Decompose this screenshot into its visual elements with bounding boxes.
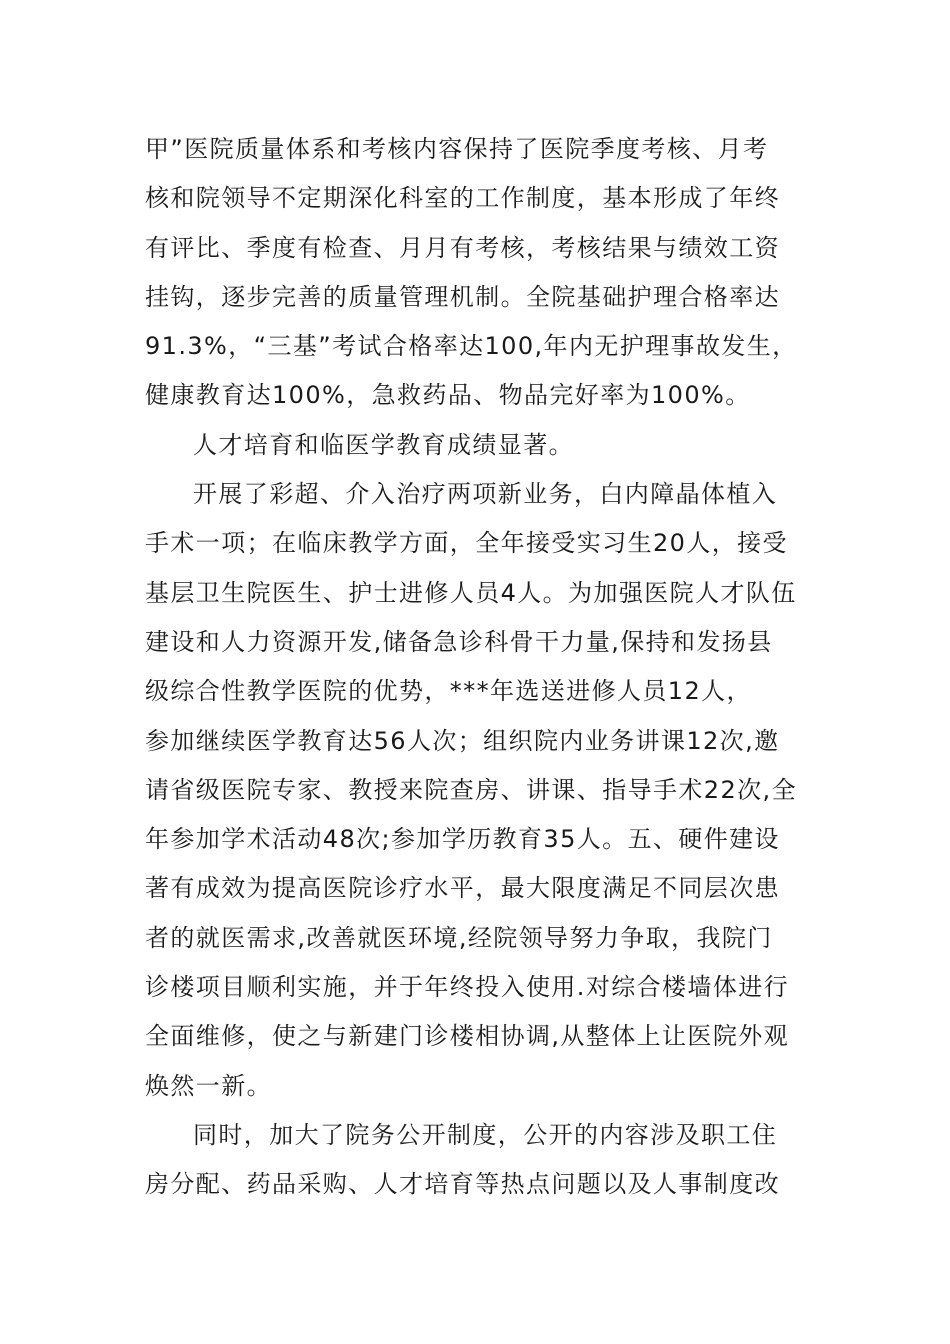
text-line: 手术一项；在临床教学方面，全年接受实习生20人，接受 <box>145 529 788 558</box>
text-line: 焕然一新。 <box>145 1071 272 1100</box>
text-line: 甲”医院质量体系和考核内容保持了医院季度考核、月考 <box>145 135 769 163</box>
text-line: 请省级医院专家、教授来院查房、讲课、指导手术22次,全 <box>145 775 797 804</box>
text-line: 诊楼项目顺利实施，并于年终投入使用.对综合楼墙体进行 <box>145 973 790 1002</box>
text-line: 房分配、药品采购、人才培育等热点问题以及人事制度改 <box>145 1170 780 1199</box>
text-line: 全面维修，使之与新建门诊楼相协调,从整体上让医院外观 <box>145 1022 790 1051</box>
text-line: 参加继续医学教育达56人次；组织院内业务讲课12次,邀 <box>145 726 780 755</box>
text-line: 开展了彩超、介入治疗两项新业务，白内障晶体植入 <box>193 480 778 509</box>
text-line: 挂钩，逐步完善的质量管理机制。全院基础护理合格率达 <box>145 282 780 311</box>
text-line: 同时，加大了院务公开制度，公开的内容涉及职工住 <box>193 1120 778 1149</box>
text-line: 基层卫生院医生、护士进修人员4人。为加强医院人才队伍 <box>145 578 797 607</box>
text-line: 级综合性教学医院的优势，***年选送进修人员12人， <box>145 677 752 706</box>
text-line: 建设和人力资源开发,储备急诊科骨干力量,保持和发扬县 <box>145 627 773 656</box>
text-line: 者的就医需求,改善就医环境,经院领导努力争取，我院门 <box>145 923 773 952</box>
document-body <box>145 125 810 1210</box>
text-line: 年参加学术活动48次;参加学历教育35人。五、硬件建设 <box>145 825 780 854</box>
text-line: 著有成效为提高医院诊疗水平，最大限度满足不同层次患 <box>145 874 780 903</box>
text-line: 有评比、季度有检查、月月有考核，考核结果与绩效工资 <box>145 233 780 262</box>
text-line: 91.3%，“三基”考试合格率达100,年内无护理事故发生， <box>145 332 798 361</box>
text-line: 健康教育达100%，急救药品、物品完好率为100%。 <box>145 381 751 410</box>
section-heading: 人才培育和临医学教育成绩显著。 <box>193 430 574 459</box>
text-line: 核和院领导不定期深化科室的工作制度，基本形成了年终 <box>145 184 780 213</box>
